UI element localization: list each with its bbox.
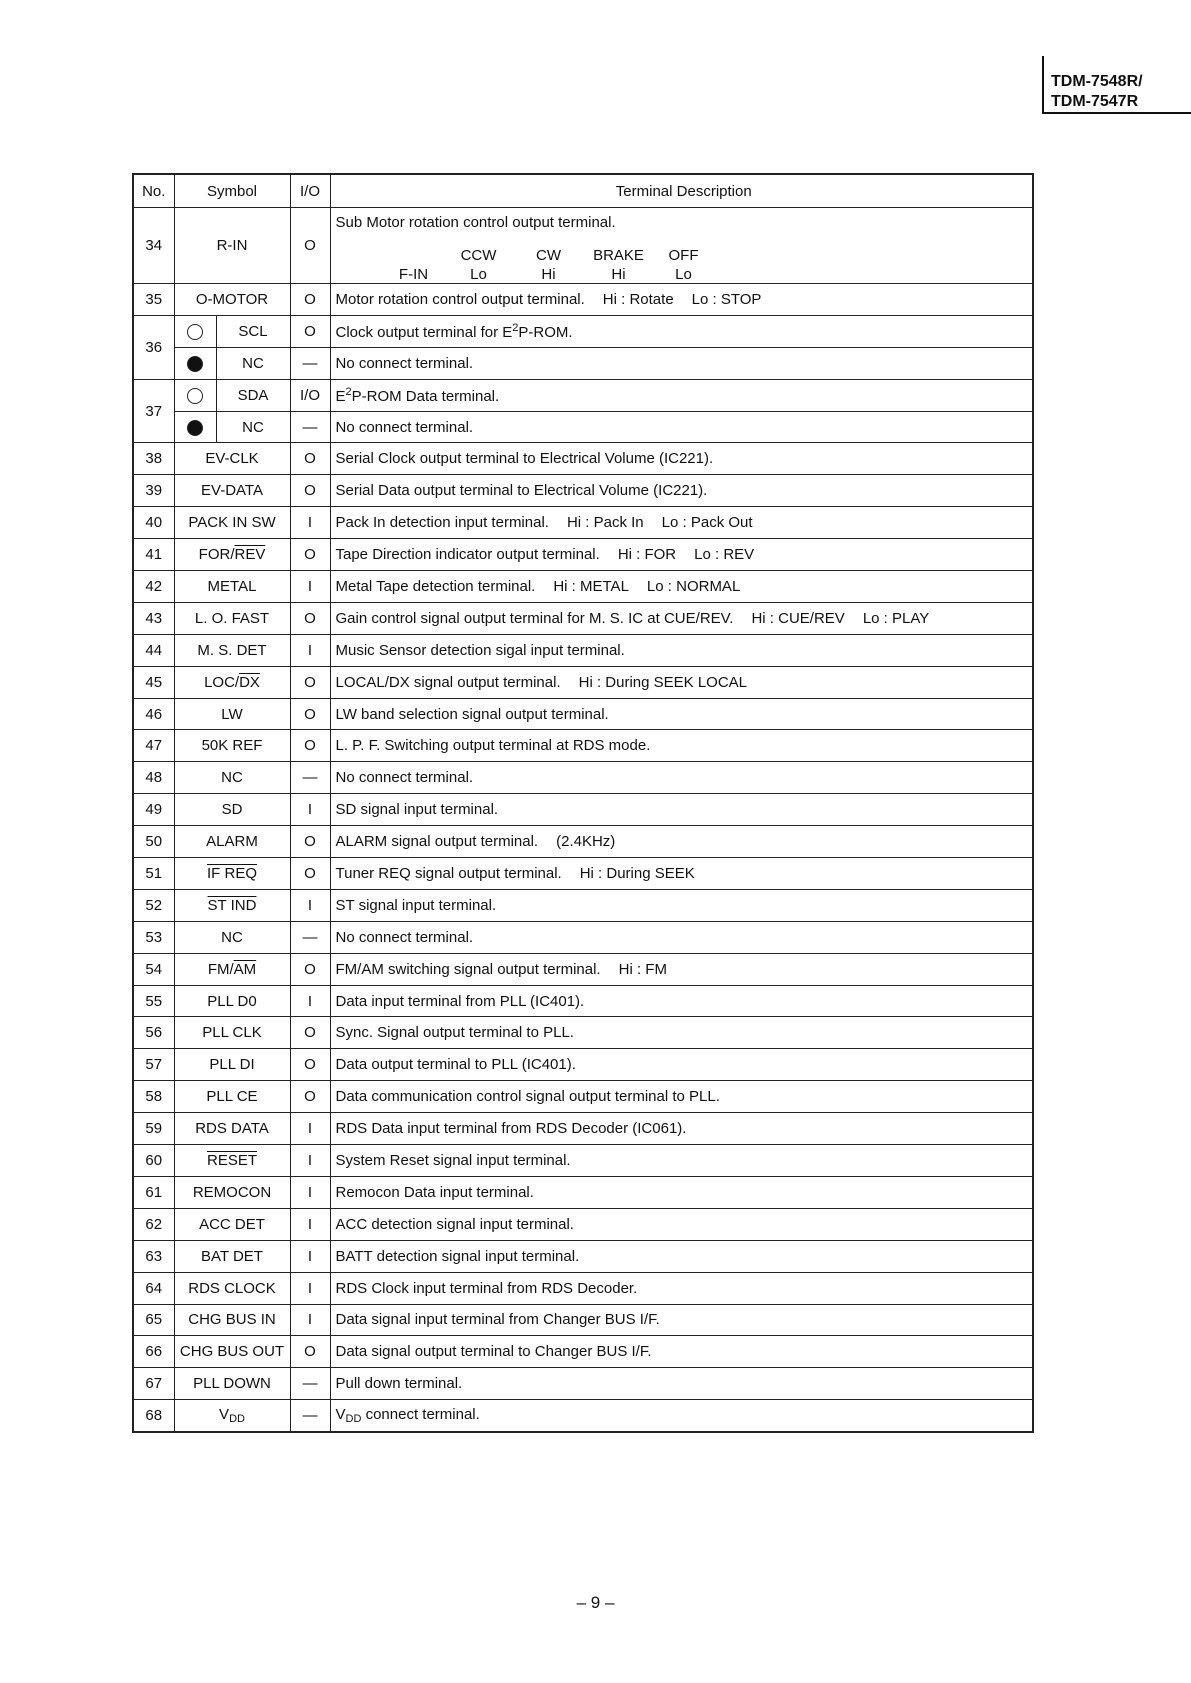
pin-io: I <box>290 1272 330 1304</box>
pin-io: I <box>290 1240 330 1272</box>
lo-condition: Lo : NORMAL <box>646 577 741 595</box>
table-row <box>133 1145 1033 1177</box>
pin-symbol: SD <box>174 794 290 826</box>
state-label: BRAKE <box>593 247 644 264</box>
level-value: Hi <box>541 266 556 283</box>
pin-io: — <box>290 411 330 443</box>
table-row <box>133 698 1033 730</box>
pin-description-text: Sub Motor rotation control output terminal. <box>335 214 616 231</box>
column-header-no: No. <box>133 174 174 208</box>
pin-symbol: LOC/$\overline{DX}$ <box>174 666 290 698</box>
pin-io: I/O <box>290 379 330 411</box>
pin-symbol: RDS CLOCK <box>174 1272 290 1304</box>
pin-description: No connect terminal. <box>330 411 1033 443</box>
model-number-block <box>1042 56 1191 114</box>
variant-marker <box>174 379 216 411</box>
pin-number: 67 <box>133 1368 174 1400</box>
pin-description: Clock output terminal for $E^2P$-ROM. <box>330 315 1033 347</box>
pin-number: 57 <box>133 1049 174 1081</box>
table-row <box>133 539 1033 571</box>
pin-description: SD signal input terminal. <box>330 794 1033 826</box>
pin-io: O <box>290 826 330 858</box>
table-row <box>133 985 1033 1017</box>
pin-io: — <box>290 347 330 379</box>
table-row <box>133 762 1033 794</box>
filled-circle-icon <box>187 356 203 372</box>
pin-symbol: PACK IN SW <box>174 507 290 539</box>
table-row <box>133 475 1033 507</box>
pin-io: I <box>290 634 330 666</box>
pin-symbol: O-MOTOR <box>174 284 290 316</box>
pin-symbol: NC <box>174 921 290 953</box>
pin-description: Gain control signal output terminal for M. S. IC at CUE/REV. Hi : CUE/REV Lo : PLAY <box>330 602 1033 634</box>
lo-condition: Lo : REV <box>694 546 755 564</box>
table-row <box>133 208 1033 284</box>
table-row <box>133 953 1033 985</box>
pin-description: Serial Clock output terminal to Electrical Volume (IC221). <box>330 443 1033 475</box>
pin-number: 42 <box>133 571 174 603</box>
pin-number: 40 <box>133 507 174 539</box>
variant-marker <box>174 315 216 347</box>
hi-condition: Hi : FM <box>618 960 667 978</box>
pin-number: 45 <box>133 666 174 698</box>
hi-condition: Hi : FOR <box>617 546 677 564</box>
pin-number: 61 <box>133 1176 174 1208</box>
pin-symbol: RESET <box>174 1145 290 1177</box>
pin-number: 48 <box>133 762 174 794</box>
pin-description: Data output terminal to PLL (IC401). <box>330 1049 1033 1081</box>
pin-number: 38 <box>133 443 174 475</box>
pin-number: 60 <box>133 1145 174 1177</box>
pin-description: ALARM signal output terminal. (2.4KHz) <box>330 826 1033 858</box>
pin-io: I <box>290 1113 330 1145</box>
pin-number: 49 <box>133 794 174 826</box>
pin-io: O <box>290 1081 330 1113</box>
pin-description: Metal Tape detection terminal. Hi : METAL Lo : NORMAL <box>330 571 1033 603</box>
pin-number: 36 <box>133 315 174 379</box>
pin-symbol: M. S. DET <box>174 634 290 666</box>
pin-description: Music Sensor detection sigal input terminal. <box>330 634 1033 666</box>
pin-number: 34 <box>133 208 174 284</box>
table-row <box>133 1368 1033 1400</box>
variant-marker <box>174 411 216 443</box>
pin-number: 58 <box>133 1081 174 1113</box>
state-label: CW <box>536 247 561 264</box>
pin-symbol: CHG BUS OUT <box>174 1336 290 1368</box>
pin-number: 62 <box>133 1208 174 1240</box>
pin-number: 50 <box>133 826 174 858</box>
pin-number: 39 <box>133 475 174 507</box>
table-row <box>133 443 1033 475</box>
table-row <box>133 602 1033 634</box>
pin-description: Pack In detection input terminal. Hi : Pack In Lo : Pack Out <box>330 507 1033 539</box>
pin-io: O <box>290 858 330 890</box>
pin-symbol: L. O. FAST <box>174 602 290 634</box>
pin-description: No connect terminal. <box>330 347 1033 379</box>
pin-symbol: REMOCON <box>174 1176 290 1208</box>
pin-description: Serial Data output terminal to Electrical Volume (IC221). <box>330 475 1033 507</box>
pin-io: — <box>290 921 330 953</box>
pin-io: O <box>290 475 330 507</box>
pin-io: I <box>290 1208 330 1240</box>
pin-io: O <box>290 953 330 985</box>
hi-condition: Hi : CUE/REV <box>751 609 845 627</box>
pin-description: $V_{DD}$ connect terminal. <box>330 1400 1033 1432</box>
pin-description: $E^2P$-ROM Data terminal. <box>330 379 1033 411</box>
table-row <box>133 1049 1033 1081</box>
pin-symbol: PLL CLK <box>174 1017 290 1049</box>
pin-io: O <box>290 666 330 698</box>
lo-condition: Lo : STOP <box>691 290 762 308</box>
pin-io: I <box>290 794 330 826</box>
pin-io: O <box>290 698 330 730</box>
pin-description: ACC detection signal input terminal. <box>330 1208 1033 1240</box>
pin-symbol: LW <box>174 698 290 730</box>
pin-description: Data communication control signal output terminal to PLL. <box>330 1081 1033 1113</box>
pin-number: 63 <box>133 1240 174 1272</box>
table-row <box>133 1208 1033 1240</box>
pin-number: 68 <box>133 1400 174 1432</box>
table-row <box>133 1400 1033 1432</box>
lo-condition: Lo : Pack Out <box>661 514 753 532</box>
pin-symbol: IF REQ <box>174 858 290 890</box>
pin-io: O <box>290 602 330 634</box>
pin-io: O <box>290 539 330 571</box>
table-row <box>133 1017 1033 1049</box>
pin-io: — <box>290 1368 330 1400</box>
table-row <box>133 666 1033 698</box>
pin-io: I <box>290 507 330 539</box>
pin-symbol: NC <box>216 347 290 379</box>
pin-symbol: FOR/$\overline{REV}$ <box>174 539 290 571</box>
pin-io: I <box>290 1176 330 1208</box>
pin-symbol: NC <box>216 411 290 443</box>
hi-condition: Hi : METAL <box>553 577 629 595</box>
pin-io: O <box>290 730 330 762</box>
column-header-io: I/O <box>290 174 330 208</box>
pin-description <box>330 284 1033 316</box>
pin-description: Tuner REQ signal output terminal. Hi : During SEEK <box>330 858 1033 890</box>
pin-number: 65 <box>133 1304 174 1336</box>
pin-number: 46 <box>133 698 174 730</box>
table-row <box>133 379 1033 411</box>
pin-symbol: EV-DATA <box>174 475 290 507</box>
pin-number: 44 <box>133 634 174 666</box>
pin-symbol: ALARM <box>174 826 290 858</box>
state-label: OFF <box>668 247 699 264</box>
pin-description: LW band selection signal output terminal. <box>330 698 1033 730</box>
pin-io: — <box>290 762 330 794</box>
table-row <box>133 571 1033 603</box>
pin-io: I <box>290 1145 330 1177</box>
pin-symbol: CHG BUS IN <box>174 1304 290 1336</box>
open-circle-icon <box>187 324 203 340</box>
pin-symbol: ST IND <box>174 889 290 921</box>
level-value: Lo <box>470 266 487 283</box>
table-row <box>133 921 1033 953</box>
pin-description: Data signal input terminal from Changer BUS I/F. <box>330 1304 1033 1336</box>
pin-symbol: $V_{DD}$ <box>174 1400 290 1432</box>
pin-number: 35 <box>133 284 174 316</box>
pin-io: O <box>290 443 330 475</box>
pin-symbol: BAT DET <box>174 1240 290 1272</box>
pin-symbol: NC <box>174 762 290 794</box>
table-row <box>133 730 1033 762</box>
lo-condition: Lo : PLAY <box>862 609 930 627</box>
pin-io: I <box>290 889 330 921</box>
pin-description: L. P. F. Switching output terminal at RDS mode. <box>330 730 1033 762</box>
pin-symbol: PLL D0 <box>174 985 290 1017</box>
pin-symbol: EV-CLK <box>174 443 290 475</box>
table-row <box>133 1304 1033 1336</box>
table-row <box>133 315 1033 347</box>
pin-io: — <box>290 1400 330 1432</box>
table-row <box>133 411 1033 443</box>
hi-condition: Hi : During SEEK <box>579 864 695 882</box>
pin-description: Remocon Data input terminal. <box>330 1176 1033 1208</box>
pin-description: No connect terminal. <box>330 762 1033 794</box>
pin-number: 59 <box>133 1113 174 1145</box>
pin-io: O <box>290 1336 330 1368</box>
pin-number: 54 <box>133 953 174 985</box>
pin-symbol: 50K REF <box>174 730 290 762</box>
table-row <box>133 347 1033 379</box>
table-row <box>133 858 1033 890</box>
table-row <box>133 1240 1033 1272</box>
pin-description: Data input terminal from PLL (IC401). <box>330 985 1033 1017</box>
pin-symbol: ACC DET <box>174 1208 290 1240</box>
pin-io: I <box>290 571 330 603</box>
pin-symbol: PLL CE <box>174 1081 290 1113</box>
pin-description: ST signal input terminal. <box>330 889 1033 921</box>
pin-io: I <box>290 985 330 1017</box>
hi-condition: Hi : Pack In <box>566 514 644 532</box>
pin-number: 47 <box>133 730 174 762</box>
table-row <box>133 826 1033 858</box>
table-row <box>133 1336 1033 1368</box>
open-circle-icon <box>187 388 203 404</box>
pin-symbol: SCL <box>216 315 290 347</box>
column-header-symbol: Symbol <box>174 174 290 208</box>
table-row <box>133 889 1033 921</box>
table-row <box>133 1176 1033 1208</box>
page-number: – 9 – <box>576 1593 615 1612</box>
pin-number: 66 <box>133 1336 174 1368</box>
pin-description: Sync. Signal output terminal to PLL. <box>330 1017 1033 1049</box>
filled-circle-icon <box>187 420 203 436</box>
pin-io: O <box>290 1017 330 1049</box>
pin-symbol: R-IN <box>174 208 290 284</box>
pin-symbol: $FM/\overline{AM}$ <box>174 953 290 985</box>
pin-number: 37 <box>133 379 174 443</box>
terminal-description-table <box>132 173 1034 1433</box>
model-number-line-2: TDM-7547R <box>1051 93 1139 110</box>
level-value: Lo <box>675 266 692 283</box>
table-row <box>133 1272 1033 1304</box>
pin-description: RDS Clock input terminal from RDS Decoder. <box>330 1272 1033 1304</box>
hi-condition: Hi : Rotate <box>602 290 674 308</box>
pin-io: O <box>290 208 330 284</box>
model-number-line-1: TDM-7548R/ <box>1051 73 1143 90</box>
pin-symbol: SDA <box>216 379 290 411</box>
table-row <box>133 794 1033 826</box>
table-row <box>133 634 1033 666</box>
pin-description: System Reset signal input terminal. <box>330 1145 1033 1177</box>
pin-symbol: RDS DATA <box>174 1113 290 1145</box>
pin-description: Data signal output terminal to Changer BUS I/F. <box>330 1336 1033 1368</box>
pin-io: O <box>290 1049 330 1081</box>
pin-description: Tape Direction indicator output terminal. Hi : FOR Lo : REV <box>330 539 1033 571</box>
pin-io: O <box>290 284 330 316</box>
pin-symbol: PLL DOWN <box>174 1368 290 1400</box>
column-header-description: Terminal Description <box>330 174 1033 208</box>
direction-truth-table <box>384 247 1033 283</box>
hi-condition: Hi : During SEEK LOCAL <box>578 673 748 691</box>
pin-description: BATT detection signal input terminal. <box>330 1240 1033 1272</box>
variant-marker <box>174 347 216 379</box>
pin-io: O <box>290 315 330 347</box>
pin-number: 55 <box>133 985 174 1017</box>
pin-number: 64 <box>133 1272 174 1304</box>
pin-io: I <box>290 1304 330 1336</box>
pin-number: 53 <box>133 921 174 953</box>
table-row <box>133 507 1033 539</box>
level-value: Hi <box>611 266 626 283</box>
table-row <box>133 1081 1033 1113</box>
pin-description: LOCAL/DX signal output terminal. Hi : During SEEK LOCAL <box>330 666 1033 698</box>
pin-symbol: PLL DI <box>174 1049 290 1081</box>
table-header-row <box>133 174 1033 208</box>
signal-label: F-IN <box>398 266 429 283</box>
pin-number: 51 <box>133 858 174 890</box>
pin-number: 52 <box>133 889 174 921</box>
pin-number: 43 <box>133 602 174 634</box>
pin-symbol: METAL <box>174 571 290 603</box>
pin-description-text: Motor rotation control output terminal. <box>335 290 585 308</box>
pin-description: Pull down terminal. <box>330 1368 1033 1400</box>
table-row <box>133 284 1033 316</box>
pin-number: 56 <box>133 1017 174 1049</box>
state-label: CCW <box>460 247 497 264</box>
pin-description: No connect terminal. <box>330 921 1033 953</box>
pin-description: RDS Data input terminal from RDS Decoder (IC061). <box>330 1113 1033 1145</box>
table-row <box>133 1113 1033 1145</box>
pin-number: 41 <box>133 539 174 571</box>
pin-description <box>330 208 1033 284</box>
pin-description: FM/AM switching signal output terminal. Hi : FM <box>330 953 1033 985</box>
